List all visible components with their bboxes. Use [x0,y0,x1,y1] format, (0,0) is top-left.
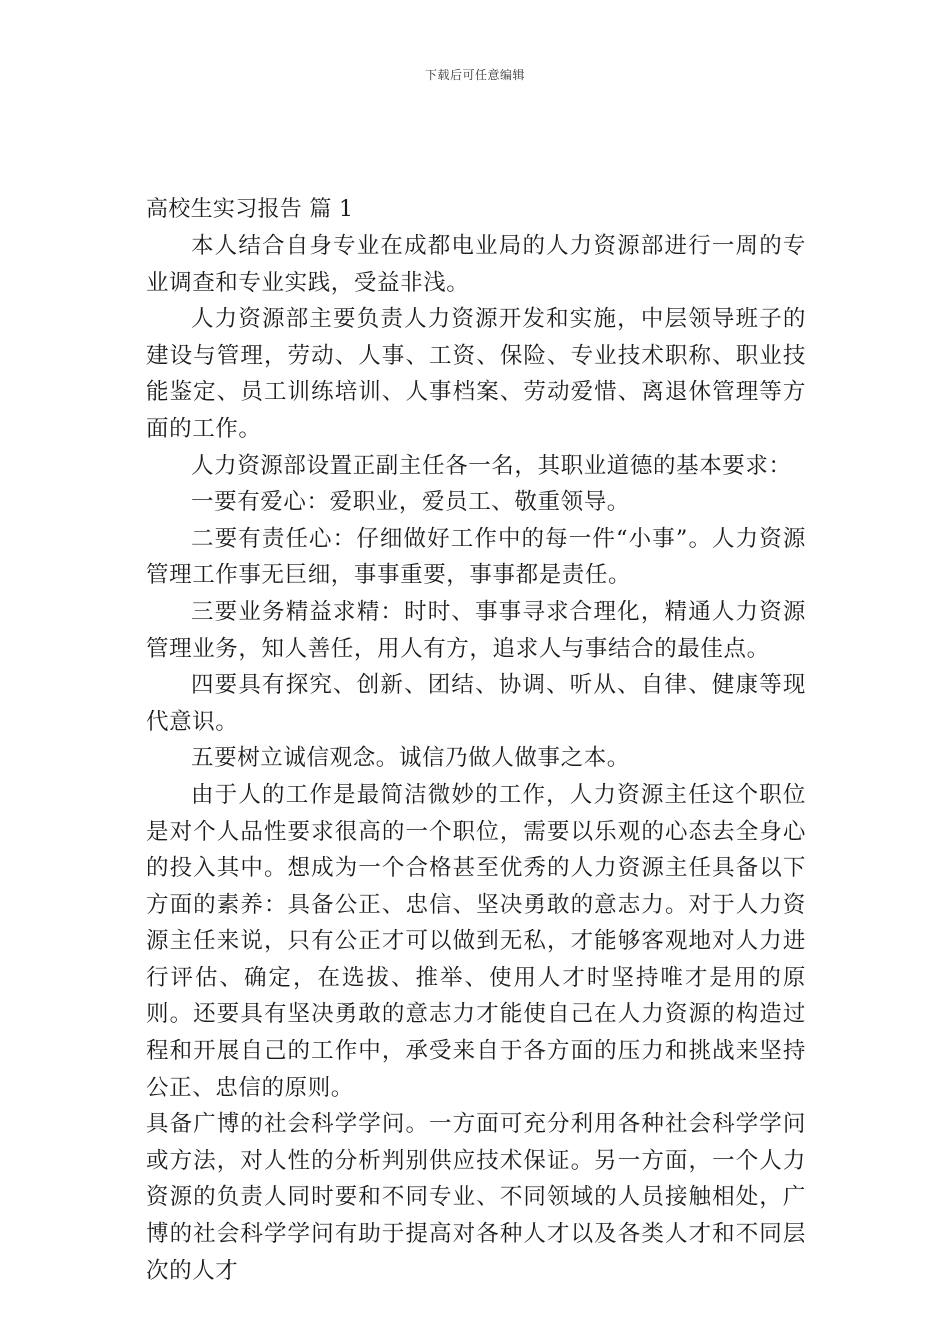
paragraph-intro: 本人结合自身专业在成都电业局的人力资源部进行一周的专业调查和专业实践，受益非浅。 [146,233,806,296]
document-title: 高校生实习报告 篇 1 [146,197,354,222]
paragraph-requirement-1: 一要有爱心：爱职业，爱员工、敬重领导。 [191,489,630,516]
paragraph-ethics-intro: 人力资源部设置正副主任各一名，其职业道德的基本要求： [191,452,792,479]
paragraph-knowledge: 具备广博的社会科学学问。一方面可充分利用各种社会科学学问或方法，对人性的分析判别供应技术保证。另一方面，一个人力资源的负责人同时要和不同专业、不同领域的人员接触相处，广博的社会科学学问有助于提高对各种人才以及各类人才和不同层次的人才 [146,1111,806,1284]
document-body [146,192,806,1289]
paragraph-requirement-5: 五要树立诚信观念。诚信乃做人做事之本。 [191,745,630,772]
paragraph-requirement-4: 四要具有探究、创新、团结、协调、听从、自律、健康等现代意识。 [146,672,806,735]
paragraph-requirement-3: 三要业务精益求精：时时、事事寻求合理化，精通人力资源管理业务，知人善任，用人有方，追求人与事结合的最佳点。 [146,598,806,662]
paragraph-requirement-2: 二要有责任心：仔细做好工作中的每一件“小事”。人力资源管理工作事无巨细，事事重要，事事都是责任。 [146,525,806,589]
paragraph-responsibilities: 人力资源部主要负责人力资源开发和实施，中层领导班子的建设与管理，劳动、人事、工资、保险、专业技术职称、职业技能鉴定、员工训练培训、人事档案、劳动爱惜、离退休管理等方面的工作。 [146,306,806,442]
paragraph-qualities: 由于人的工作是最简洁微妙的工作，人力资源主任这个职位是对个人品性要求很高的一个职位，需要以乐观的心态去全身心的投入其中。想成为一个合格甚至优秀的人力资源主任具备以下方面的素养：具备公正、忠信、坚决勇敢的意志力。对于人力资源主任来说，只有公正才可以做到无私，才能够客观地对人力进行评估、确定，在选拔、推举、使用人才时坚持唯才是用的原则。还要具有坚决勇敢的意志力才能使自己在人力资源的构造过程和开展自己的工作中，承受来自于各方面的压力和挑战来坚持公正、忠信的原则。 [146,781,806,1101]
header-note: 下载后可任意编辑 [424,68,525,82]
